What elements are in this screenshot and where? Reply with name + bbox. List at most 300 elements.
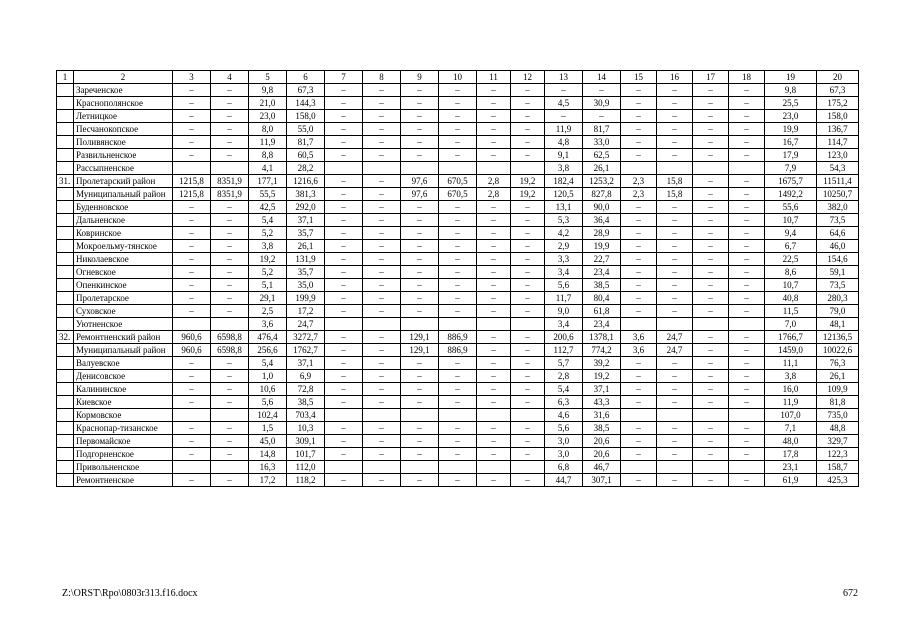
value-cell: –: [325, 240, 363, 253]
value-cell: –: [693, 357, 729, 370]
value-cell: –: [363, 123, 401, 136]
value-cell: 61,9: [765, 474, 817, 487]
value-cell: –: [621, 396, 657, 409]
value-cell: 31,6: [583, 409, 621, 422]
value-cell: 20,6: [583, 435, 621, 448]
header-cell: 19: [765, 71, 817, 84]
value-cell: –: [173, 370, 211, 383]
value-cell: –: [729, 448, 765, 461]
value-cell: 11,9: [249, 136, 287, 149]
value-cell: 120,5: [545, 188, 583, 201]
value-cell: –: [211, 227, 249, 240]
value-cell: –: [401, 97, 439, 110]
territory-name-cell: Киевское: [74, 396, 173, 409]
value-cell: 136,7: [817, 123, 859, 136]
value-cell: 22,7: [583, 253, 621, 266]
value-cell: [173, 162, 211, 175]
value-cell: [511, 409, 545, 422]
value-cell: –: [211, 110, 249, 123]
value-cell: 122,3: [817, 448, 859, 461]
value-cell: –: [621, 110, 657, 123]
value-cell: [729, 318, 765, 331]
value-cell: 23,0: [765, 110, 817, 123]
value-cell: 48,0: [765, 435, 817, 448]
value-cell: –: [363, 84, 401, 97]
value-cell: –: [729, 474, 765, 487]
value-cell: –: [657, 123, 693, 136]
value-cell: –: [173, 149, 211, 162]
value-cell: –: [401, 448, 439, 461]
value-cell: –: [477, 383, 511, 396]
value-cell: –: [729, 383, 765, 396]
table-row: [57, 396, 859, 409]
value-cell: 60,5: [287, 149, 325, 162]
value-cell: –: [729, 292, 765, 305]
value-cell: –: [477, 266, 511, 279]
value-cell: 19,2: [511, 188, 545, 201]
value-cell: 24,7: [287, 318, 325, 331]
value-cell: –: [693, 97, 729, 110]
value-cell: –: [401, 266, 439, 279]
value-cell: 1675,7: [765, 175, 817, 188]
value-cell: [363, 318, 401, 331]
value-cell: –: [173, 201, 211, 214]
row-number-cell: [57, 435, 74, 448]
value-cell: –: [211, 84, 249, 97]
value-cell: –: [325, 292, 363, 305]
value-cell: –: [363, 435, 401, 448]
territory-name-cell: Буденновское: [74, 201, 173, 214]
value-cell: –: [401, 370, 439, 383]
header-cell: 2: [74, 71, 173, 84]
table-row: [57, 448, 859, 461]
territory-name-cell: Рассыпненское: [74, 162, 173, 175]
value-cell: [511, 162, 545, 175]
value-cell: 23,4: [583, 318, 621, 331]
value-cell: 30,9: [583, 97, 621, 110]
value-cell: 17,2: [287, 305, 325, 318]
territory-name-cell: Подгорненское: [74, 448, 173, 461]
value-cell: –: [211, 149, 249, 162]
value-cell: 7,1: [765, 422, 817, 435]
value-cell: 13,1: [545, 201, 583, 214]
value-cell: –: [693, 279, 729, 292]
value-cell: 2,8: [477, 188, 511, 201]
value-cell: –: [621, 383, 657, 396]
value-cell: 26,1: [817, 370, 859, 383]
value-cell: 7,0: [765, 318, 817, 331]
value-cell: 81,7: [287, 136, 325, 149]
value-cell: –: [693, 201, 729, 214]
value-cell: –: [477, 110, 511, 123]
value-cell: 40,8: [765, 292, 817, 305]
value-cell: –: [477, 240, 511, 253]
value-cell: –: [621, 240, 657, 253]
value-cell: 154,6: [817, 253, 859, 266]
value-cell: –: [211, 97, 249, 110]
territory-name-cell: Развильненское: [74, 149, 173, 162]
value-cell: 29,1: [249, 292, 287, 305]
value-cell: [439, 162, 477, 175]
value-cell: 4,6: [545, 409, 583, 422]
value-cell: 38,5: [583, 422, 621, 435]
value-cell: –: [363, 240, 401, 253]
value-cell: 5,1: [249, 279, 287, 292]
value-cell: 3,0: [545, 435, 583, 448]
value-cell: –: [325, 279, 363, 292]
value-cell: 37,1: [287, 214, 325, 227]
value-cell: 80,4: [583, 292, 621, 305]
value-cell: 381,3: [287, 188, 325, 201]
value-cell: –: [729, 240, 765, 253]
territory-name-cell: Первомайское: [74, 435, 173, 448]
value-cell: [621, 409, 657, 422]
territory-name-cell: Кормовское: [74, 409, 173, 422]
value-cell: 10,7: [765, 214, 817, 227]
value-cell: –: [211, 136, 249, 149]
value-cell: –: [621, 253, 657, 266]
value-cell: 35,0: [287, 279, 325, 292]
footer-file-path: Z:\ORST\Rpo\0803r313.f16.docx: [62, 588, 198, 599]
value-cell: –: [621, 370, 657, 383]
value-cell: –: [657, 279, 693, 292]
value-cell: 3272,7: [287, 331, 325, 344]
value-cell: –: [511, 422, 545, 435]
value-cell: –: [477, 136, 511, 149]
value-cell: –: [173, 435, 211, 448]
value-cell: –: [693, 84, 729, 97]
value-cell: –: [511, 201, 545, 214]
value-cell: 329,7: [817, 435, 859, 448]
value-cell: [477, 409, 511, 422]
value-cell: –: [621, 422, 657, 435]
value-cell: 23,0: [249, 110, 287, 123]
value-cell: –: [325, 474, 363, 487]
value-cell: 55,5: [249, 188, 287, 201]
value-cell: –: [439, 305, 477, 318]
value-cell: –: [363, 188, 401, 201]
value-cell: –: [173, 253, 211, 266]
value-cell: 1,0: [249, 370, 287, 383]
value-cell: 5,3: [545, 214, 583, 227]
row-number-cell: [57, 422, 74, 435]
value-cell: 22,5: [765, 253, 817, 266]
value-cell: –: [401, 435, 439, 448]
value-cell: –: [325, 188, 363, 201]
value-cell: –: [401, 292, 439, 305]
value-cell: –: [657, 474, 693, 487]
value-cell: –: [693, 474, 729, 487]
value-cell: 79,0: [817, 305, 859, 318]
row-number-cell: [57, 201, 74, 214]
value-cell: –: [511, 227, 545, 240]
value-cell: –: [729, 110, 765, 123]
value-cell: –: [511, 357, 545, 370]
value-cell: 3,3: [545, 253, 583, 266]
value-cell: 23,4: [583, 266, 621, 279]
value-cell: –: [439, 227, 477, 240]
value-cell: 17,2: [249, 474, 287, 487]
value-cell: –: [363, 383, 401, 396]
territory-name-cell: Привольненское: [74, 461, 173, 474]
value-cell: –: [325, 110, 363, 123]
value-cell: 19,9: [765, 123, 817, 136]
value-cell: –: [439, 383, 477, 396]
value-cell: –: [657, 110, 693, 123]
value-cell: 9,4: [765, 227, 817, 240]
value-cell: 476,4: [249, 331, 287, 344]
table-row: [57, 110, 859, 123]
value-cell: –: [211, 123, 249, 136]
value-cell: 2,8: [545, 370, 583, 383]
value-cell: –: [729, 188, 765, 201]
value-cell: –: [511, 266, 545, 279]
value-cell: 19,2: [511, 175, 545, 188]
row-number-cell: [57, 227, 74, 240]
value-cell: –: [173, 357, 211, 370]
header-cell: 8: [363, 71, 401, 84]
value-cell: –: [693, 175, 729, 188]
value-cell: 158,0: [287, 110, 325, 123]
value-cell: 45,0: [249, 435, 287, 448]
value-cell: –: [729, 435, 765, 448]
value-cell: –: [363, 97, 401, 110]
value-cell: 48,1: [817, 318, 859, 331]
value-cell: 177,1: [249, 175, 287, 188]
value-cell: 107,0: [765, 409, 817, 422]
value-cell: 5,6: [545, 279, 583, 292]
value-cell: 17,9: [765, 149, 817, 162]
value-cell: –: [325, 136, 363, 149]
value-cell: –: [363, 110, 401, 123]
value-cell: 112,7: [545, 344, 583, 357]
row-number-cell: [57, 305, 74, 318]
table-row: [57, 149, 859, 162]
value-cell: –: [173, 110, 211, 123]
value-cell: 9,0: [545, 305, 583, 318]
value-cell: –: [363, 448, 401, 461]
header-cell: 9: [401, 71, 439, 84]
value-cell: –: [401, 396, 439, 409]
value-cell: 735,0: [817, 409, 859, 422]
value-cell: [693, 162, 729, 175]
value-cell: –: [477, 357, 511, 370]
value-cell: 21,0: [249, 97, 287, 110]
value-cell: 1253,2: [583, 175, 621, 188]
value-cell: 425,3: [817, 474, 859, 487]
table-row: [57, 123, 859, 136]
table-row: [57, 175, 859, 188]
header-cell: 14: [583, 71, 621, 84]
value-cell: 292,0: [287, 201, 325, 214]
row-number-cell: [57, 253, 74, 266]
value-cell: 5,4: [249, 357, 287, 370]
row-number-cell: [57, 110, 74, 123]
value-cell: 886,9: [439, 331, 477, 344]
value-cell: [211, 409, 249, 422]
value-cell: 11,7: [545, 292, 583, 305]
value-cell: –: [325, 370, 363, 383]
value-cell: –: [621, 448, 657, 461]
value-cell: –: [477, 253, 511, 266]
territory-name-cell: Суховское: [74, 305, 173, 318]
value-cell: –: [363, 344, 401, 357]
value-cell: –: [325, 435, 363, 448]
value-cell: [173, 461, 211, 474]
value-cell: 10250,7: [817, 188, 859, 201]
header-cell: 11: [477, 71, 511, 84]
value-cell: 3,6: [249, 318, 287, 331]
value-cell: –: [621, 435, 657, 448]
value-cell: 24,7: [657, 331, 693, 344]
value-cell: 9,8: [765, 84, 817, 97]
value-cell: –: [511, 149, 545, 162]
value-cell: 10,7: [765, 279, 817, 292]
value-cell: –: [211, 201, 249, 214]
value-cell: –: [325, 97, 363, 110]
value-cell: 55,6: [765, 201, 817, 214]
value-cell: –: [211, 448, 249, 461]
table-row: [57, 162, 859, 175]
value-cell: –: [401, 422, 439, 435]
value-cell: –: [729, 201, 765, 214]
value-cell: 3,4: [545, 318, 583, 331]
value-cell: –: [511, 396, 545, 409]
value-cell: –: [693, 331, 729, 344]
value-cell: 55,0: [287, 123, 325, 136]
table-row: [57, 305, 859, 318]
value-cell: –: [511, 253, 545, 266]
header-cell: 18: [729, 71, 765, 84]
table-row: [57, 435, 859, 448]
value-cell: 19,2: [583, 370, 621, 383]
value-cell: –: [621, 474, 657, 487]
value-cell: 37,1: [583, 383, 621, 396]
table-row: [57, 474, 859, 487]
value-cell: –: [439, 292, 477, 305]
value-cell: –: [693, 370, 729, 383]
value-cell: –: [173, 97, 211, 110]
table-row: [57, 227, 859, 240]
value-cell: 2,3: [621, 175, 657, 188]
value-cell: 97,6: [401, 175, 439, 188]
value-cell: 16,0: [765, 383, 817, 396]
value-cell: [325, 162, 363, 175]
value-cell: –: [657, 97, 693, 110]
value-cell: 5,6: [545, 422, 583, 435]
value-cell: 11,1: [765, 357, 817, 370]
territory-name-cell: Дальненское: [74, 214, 173, 227]
value-cell: 42,5: [249, 201, 287, 214]
table-row: [57, 370, 859, 383]
value-cell: –: [693, 422, 729, 435]
value-cell: [401, 409, 439, 422]
value-cell: 1378,1: [583, 331, 621, 344]
value-cell: 3,8: [249, 240, 287, 253]
value-cell: –: [401, 227, 439, 240]
value-cell: [325, 461, 363, 474]
value-cell: –: [211, 305, 249, 318]
value-cell: –: [545, 110, 583, 123]
value-cell: 4,1: [249, 162, 287, 175]
value-cell: –: [211, 370, 249, 383]
value-cell: –: [545, 84, 583, 97]
value-cell: –: [325, 175, 363, 188]
value-cell: 109,9: [817, 383, 859, 396]
value-cell: –: [583, 84, 621, 97]
value-cell: 6,8: [545, 461, 583, 474]
value-cell: 9,1: [545, 149, 583, 162]
header-row: [57, 71, 859, 84]
value-cell: –: [173, 292, 211, 305]
value-cell: –: [477, 123, 511, 136]
value-cell: 3,8: [765, 370, 817, 383]
territory-name-cell: Огневское: [74, 266, 173, 279]
value-cell: 8,8: [249, 149, 287, 162]
value-cell: –: [363, 331, 401, 344]
row-number-cell: [57, 188, 74, 201]
value-cell: 175,2: [817, 97, 859, 110]
value-cell: –: [729, 227, 765, 240]
value-cell: –: [477, 227, 511, 240]
value-cell: –: [657, 253, 693, 266]
value-cell: –: [363, 175, 401, 188]
value-cell: –: [729, 84, 765, 97]
value-cell: 703,4: [287, 409, 325, 422]
value-cell: –: [325, 266, 363, 279]
value-cell: –: [511, 331, 545, 344]
table-row: [57, 188, 859, 201]
value-cell: –: [657, 305, 693, 318]
table-row: [57, 84, 859, 97]
value-cell: –: [363, 136, 401, 149]
value-cell: –: [729, 175, 765, 188]
value-cell: –: [621, 305, 657, 318]
value-cell: –: [439, 214, 477, 227]
value-cell: [477, 461, 511, 474]
row-number-cell: [57, 474, 74, 487]
table-body: [57, 84, 859, 487]
row-number-cell: [57, 162, 74, 175]
value-cell: –: [401, 279, 439, 292]
value-cell: –: [439, 448, 477, 461]
territory-name-cell: Пролетарское: [74, 292, 173, 305]
value-cell: –: [439, 474, 477, 487]
value-cell: –: [401, 123, 439, 136]
value-cell: [693, 409, 729, 422]
value-cell: [211, 461, 249, 474]
value-cell: –: [657, 448, 693, 461]
table-row: [57, 344, 859, 357]
value-cell: –: [693, 383, 729, 396]
value-cell: 960,6: [173, 344, 211, 357]
value-cell: –: [657, 292, 693, 305]
value-cell: –: [325, 331, 363, 344]
value-cell: [401, 461, 439, 474]
value-cell: 129,1: [401, 331, 439, 344]
value-cell: –: [621, 123, 657, 136]
row-number-cell: [57, 357, 74, 370]
row-number-cell: [57, 136, 74, 149]
value-cell: –: [693, 136, 729, 149]
value-cell: 46,0: [817, 240, 859, 253]
value-cell: –: [211, 240, 249, 253]
value-cell: 28,9: [583, 227, 621, 240]
value-cell: –: [729, 370, 765, 383]
value-cell: –: [729, 422, 765, 435]
territory-name-cell: Денисовское: [74, 370, 173, 383]
value-cell: –: [621, 84, 657, 97]
